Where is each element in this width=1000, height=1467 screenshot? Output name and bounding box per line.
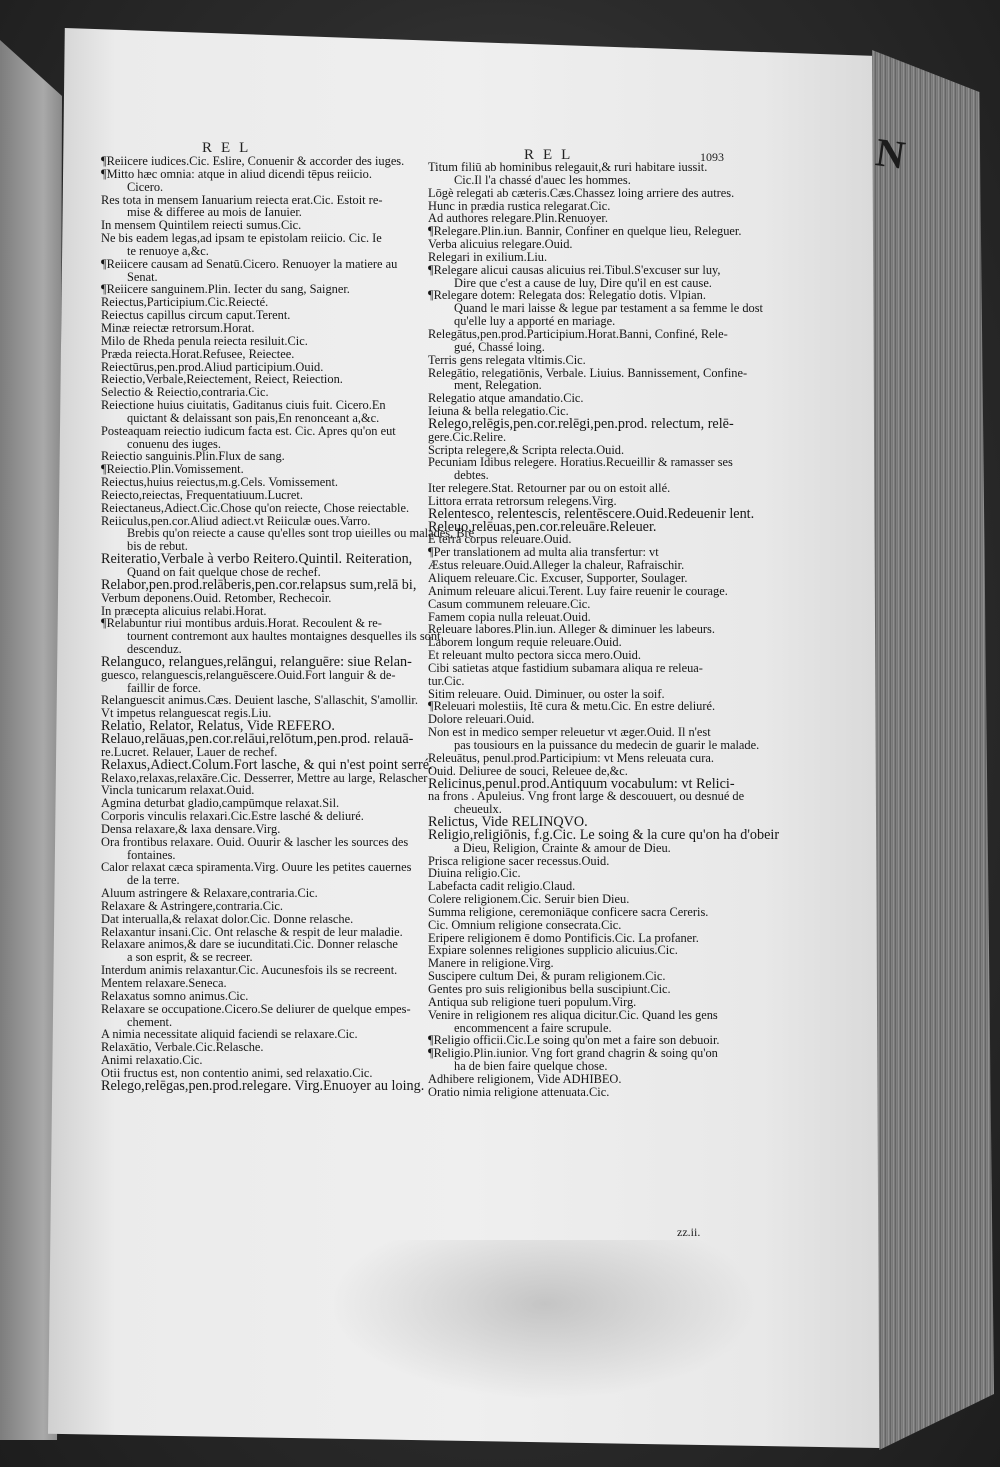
dictionary-line: Relaxatus somno animus.Cic.: [101, 988, 249, 1003]
dictionary-line: Relego,relēgis,pen.cor.relēgi,pen.prod. relectum, relē-: [428, 415, 734, 432]
dictionary-line: Reiectus capillus circum caput.Terent.: [101, 308, 291, 323]
dictionary-line: Mentem relaxare.Seneca.: [101, 976, 227, 990]
dictionary-line: Dolore releuari.Ouid.: [428, 712, 535, 727]
dictionary-line: Dire que c'est a cause de luy, Dire qu'il en est cause.: [454, 275, 712, 290]
dictionary-line: In mensem Quintilem reiecti sumus.Cic.: [101, 218, 302, 233]
dictionary-line: Dat interualla,& relaxat dolor.Cic. Donne relasche.: [101, 911, 354, 926]
dictionary-line: ¶Reiicere causam ad Senatū.Cicero. Renuoyer la matiere au: [101, 256, 398, 271]
dictionary-line: Gentes pro suis religionibus bella suscipiunt.Cic.: [428, 982, 671, 996]
dictionary-line: debtes.: [454, 468, 489, 483]
dictionary-line: ¶Reiicere sanguinem.Plin. Iecter du sang, Saigner.: [101, 282, 350, 297]
dictionary-line: Relanguescit animus.Cæs. Deuient lasche, S'allaschit, S'amollir.: [101, 693, 418, 708]
dictionary-line: Relegari in exilium.Liu.: [428, 249, 548, 264]
dictionary-line: Ora frontibus relaxare. Ouid. Ouurir & lascher les sources des: [101, 834, 409, 849]
dictionary-line: Reiectione huius ciuitatis, Gaditanus ciuis fuit. Cicero.En: [101, 398, 386, 413]
dictionary-line: Relaxantur insani.Cic. Ont relasche & respit de leur maladie.: [101, 924, 403, 939]
dictionary-line: Reiectus,huius reiectus,m.g.Cels. Vomissement.: [101, 475, 339, 490]
dictionary-line: Littora errata retrorsum relegens.Virg.: [428, 493, 617, 508]
dictionary-line: ¶Relabuntur riui montibus arduis.Horat. Recoulent & re-: [101, 616, 382, 631]
dictionary-line: ¶Relegare.Plin.iun. Bannir, Confiner en quelque lieu, Releguer.: [428, 224, 742, 239]
dictionary-line: tur.Cic.: [428, 673, 465, 688]
dictionary-line: Relauo,relāuas,pen.cor.relāui,relōtum,pen.prod. relauā-: [101, 730, 414, 747]
dictionary-line: Reiectus,Participium.Cic.Reiecté.: [101, 295, 269, 310]
dictionary-line: conuenu des iuges.: [127, 436, 221, 451]
dictionary-line: Non est in medico semper releuetur vt æger.Ouid. Il n'est: [428, 725, 711, 740]
dictionary-line: Releuo,relēuas,pen.cor.releuāre.Releuer.: [428, 518, 657, 535]
dictionary-line: Famem copia nulla releuat.Ouid.: [428, 609, 591, 624]
dictionary-line: Aluum astringere & Relaxare,contraria.Cic.: [101, 886, 318, 901]
dictionary-line: Posteaquam reiectio iudicum facta est. Cic. Apres qu'on eut: [101, 423, 396, 438]
dictionary-line: Relabor,pen.prod.relāberis,pen.cor.relapsus sum,relā bi,: [101, 576, 417, 593]
dictionary-line: Minæ reiectæ retrorsum.Horat.: [101, 320, 255, 335]
dictionary-line: Otii fructus est, non contentio animi, sed relaxatio.Cic.: [101, 1065, 373, 1080]
dictionary-line: quictant & delaissant son pais,En renonceant a,&c.: [127, 410, 380, 425]
dictionary-line: A nimia necessitate aliquid faciendi se relaxare.Cic.: [101, 1027, 358, 1042]
dictionary-line: Reiecto,reiectas, Frequentatiuum.Lucret.: [101, 487, 303, 502]
dictionary-line: Agmina deturbat gladio,campūmque relaxat.Sil.: [101, 796, 340, 811]
dictionary-line: Oratio nimia religione attenuata.Cic.: [428, 1084, 610, 1099]
dictionary-line: Eripere religionem ē domo Pontificis.Cic. La profaner.: [428, 930, 699, 945]
dictionary-line: bis de rebut.: [127, 539, 188, 554]
dictionary-line: Prisca religione sacer recessus.Ouid.: [428, 853, 610, 868]
dictionary-line: Quand le mari laisse & legue par testament a sa femme le dost: [454, 301, 763, 316]
dictionary-line: cheueulx.: [454, 802, 502, 817]
dictionary-line: Et releuant multo pectora sicca mero.Ouid.: [428, 648, 641, 663]
dictionary-line: Antiqua sub religione tueri populum.Virg.: [428, 994, 637, 1009]
dictionary-line: ¶Reiicere iudices.Cic. Eslire, Conuenir & accorder des iuges.: [101, 154, 405, 168]
dictionary-line: Manere in religione.Virg.: [428, 956, 554, 971]
dictionary-line: ha de bien faire quelque chose.: [454, 1059, 608, 1074]
page-number: 1093: [700, 150, 724, 164]
dictionary-line: Religio,religiōnis, f.g.Cic. Le soing & la cure qu'on ha d'obeir: [428, 826, 780, 843]
dictionary-line: Suscipere cultum Dei, & puram religionem.Cic.: [428, 969, 666, 984]
dictionary-line: gué, Chassé loing.: [454, 339, 545, 354]
dictionary-line: Cibi satietas atque fastidium subamara aliqua re releua-: [428, 660, 703, 675]
dictionary-line: Relegātio, relegatiōnis, Verbale. Liuius. Bannissement, Confine-: [428, 365, 748, 380]
running-head-left: REL: [202, 140, 258, 156]
dictionary-line: Relego,relēgas,pen.prod.relegare. Virg.Enuoyer au loing.: [101, 1077, 425, 1094]
dictionary-line: guesco, relanguescis,relanguēscere.Ouid.Fort languir & de-: [101, 667, 396, 682]
right-column: [428, 160, 780, 1099]
dictionary-line: faillir de force.: [127, 680, 201, 695]
dictionary-line: Res tota in mensem Ianuarium reiecta erat.Cic. Estoit re-: [101, 192, 383, 207]
dictionary-line: na frons . Apuleius. Vng front large & descouuert, ou desnué de: [428, 789, 745, 804]
dictionary-line: Pecuniam Idibus relegere. Horatius.Recueillir & ramasser ses: [428, 455, 733, 470]
dictionary-line: Relegātus,pen.prod.Participium.Horat.Banni, Confiné, Rele-: [428, 326, 728, 341]
dictionary-line: Ouid. Deliuree de souci, Releuee de,&c.: [428, 763, 628, 778]
dictionary-line: Vt impetus relanguescat regis.Liu.: [101, 706, 272, 721]
dictionary-line: Animum releuare alicui.Terent. Luy faire reuenir le courage.: [428, 583, 728, 598]
dictionary-line: Labefacta cadit religio.Claud.: [428, 879, 576, 894]
dictionary-line: Aliquem releuare.Cic. Excuser, Supporter, Soulager.: [428, 571, 688, 585]
page-block-edges: [872, 50, 994, 1450]
dictionary-line: fontaines.: [127, 847, 176, 862]
dictionary-line: In præcepta alicuius relabi.Horat.: [101, 603, 267, 618]
dictionary-line: Reiectūrus,pen.prod.Aliud participium.Ouid.: [101, 359, 324, 374]
dictionary-line: ¶Religio.Plin.iunior. Vng fort grand chagrin & soing qu'on: [428, 1046, 718, 1061]
dictionary-line: Relaxātio, Verbale.Cic.Relasche.: [101, 1040, 264, 1055]
dictionary-line: ¶Reiectio.Plin.Vomissement.: [101, 462, 244, 477]
dictionary-line: Vincla tunicarum relaxat.Ouid.: [101, 783, 255, 798]
running-head-right: REL: [524, 147, 580, 163]
dictionary-line: Relicinus,penul.prod.Antiquum vocabulum: vt Relici-: [428, 775, 735, 792]
dictionary-line: Verba alicuius relegare.Ouid.: [428, 237, 573, 252]
dictionary-line: Animi relaxatio.Cic.: [101, 1053, 203, 1068]
thumb-index-tab: N: [873, 129, 908, 178]
dictionary-line: Reiectaneus,Adiect.Cic.Chose qu'on reiecte, Chose reiectable.: [101, 500, 410, 515]
water-stain: [330, 1240, 760, 1400]
dictionary-line: encommencent a faire scrupule.: [454, 1020, 612, 1035]
dictionary-line: Relaxare animos,& dare se iucunditati.Cic. Donner relasche: [101, 937, 398, 952]
dictionary-line: Summa religione, ceremoniāque conficere sacra Cereris.: [428, 904, 709, 919]
dictionary-line: ¶Mitto hæc omnia: atque in aliud dicendi tēpus reiicio.: [101, 166, 372, 181]
dictionary-line: Venire in religionem res aliqua dicitur.Cic. Quand les gens: [428, 1007, 718, 1022]
dictionary-line: Releuātus, penul.prod.Participium: vt Mens releuata cura.: [428, 750, 714, 765]
dictionary-line: mise & differee au mois de Ianuier.: [127, 205, 302, 220]
dictionary-line: Relatio, Relator, Relatus, Vide REFERO.: [101, 718, 335, 735]
dictionary-line: E terra corpus releuare.Ouid.: [428, 532, 572, 547]
dictionary-line: Colere religionem.Cic. Seruir bien Dieu.: [428, 892, 630, 907]
dictionary-line: Titum filiū ab hominibus relegauit,& ruri habitare iussit.: [428, 160, 708, 174]
dictionary-line: Ieiuna & bella relegatio.Cic.: [428, 404, 569, 419]
dictionary-line: Casum communem releuare.Cic.: [428, 596, 591, 611]
dictionary-line: Interdum animis relaxantur.Cic. Aucunesfois ils se recreent.: [101, 963, 398, 978]
dictionary-line: Releuare labores.Plin.iun. Alleger & diminuer les labeurs.: [428, 622, 715, 637]
dictionary-line: Hunc in prædia rustica relegarat.Cic.: [428, 198, 611, 213]
dictionary-line: Laborem longum requie releuare.Ouid.: [428, 635, 622, 650]
dictionary-line: tournent contremont aux haultes montaignes desquelles ils sont: [127, 629, 441, 644]
dictionary-line: Reiteratio,Verbale à verbo Reitero.Quintil. Reiteration,: [101, 551, 413, 568]
dictionary-line: te renuoye a,&c.: [127, 243, 209, 258]
dictionary-line: Corporis vinculis relaxari.Cic.Estre lasché & deliuré.: [101, 809, 364, 824]
dictionary-line: Relaxo,relaxas,relaxāre.Cic. Desserrer, Mettre au large, Relascher: [101, 770, 428, 785]
dictionary-line: Densa relaxare,& laxa densare.Virg.: [101, 821, 281, 836]
dictionary-line: Verbum deponens.Ouid. Retomber, Rechecoir.: [101, 590, 332, 605]
dictionary-line: Æstus releuare.Ouid.Alleger la chaleur, Rafraischir.: [428, 558, 685, 573]
dictionary-line: Quand on fait quelque chose de rechef.: [127, 565, 321, 579]
dictionary-line: Milo de Rheda penula reiecta resiluit.Cic.: [101, 333, 308, 348]
dictionary-line: de la terre.: [127, 873, 180, 888]
dictionary-line: Senat.: [127, 269, 158, 284]
dictionary-line: Relictus, Vide RELINQVO.: [428, 814, 588, 831]
dictionary-line: Cicero.: [127, 179, 164, 194]
dictionary-line: ¶Per translationem ad multa alia transfertur: vt: [428, 545, 659, 560]
dictionary-line: Cic.Il l'a chassé d'auec les hommes.: [454, 172, 631, 187]
dictionary-line: Præda reiecta.Horat.Refusee, Reiectee.: [101, 346, 295, 361]
dictionary-line: Ne bis eadem legas,ad ipsam te epistolam reiicio. Cic. Ie: [101, 231, 382, 246]
dictionary-line: Reiectio,Verbale,Reiectement, Reiect, Reiection.: [101, 372, 343, 387]
dictionary-line: Brebis qu'on reiecte a cause qu'elles sont trop uieilles ou malades, Bre: [127, 526, 475, 541]
dictionary-line: Selectio & Reiectio,contraria.Cic.: [101, 385, 269, 400]
dictionary-line: qu'elle luy a apporté en mariage.: [454, 314, 616, 329]
dictionary-line: ment, Relegation.: [454, 378, 542, 393]
dictionary-line: Relegatio atque amandatio.Cic.: [428, 391, 584, 406]
dictionary-line: Iter relegere.Stat. Retourner par ou on estoit allé.: [428, 481, 671, 496]
dictionary-line: Reiectio sanguinis.Plin.Flux de sang.: [101, 449, 285, 464]
dictionary-line: Cic. Omnium religione consecrata.Cic.: [428, 917, 622, 932]
dictionary-line: Calor relaxat cæca spiramenta.Virg. Ouure les petites cauernes: [101, 860, 412, 875]
dictionary-line: Ad authores relegare.Plin.Renuoyer.: [428, 211, 608, 226]
dictionary-line: Adhibere religionem, Vide ADHIBEO.: [428, 1071, 622, 1086]
dictionary-line: ¶Religio officii.Cic.Le soing qu'on met a faire son debuoir.: [428, 1033, 720, 1048]
dictionary-line: re.Lucret. Relauer, Lauer de rechef.: [101, 744, 278, 759]
dictionary-line: Relaxare & Astringere,contraria.Cic.: [101, 898, 283, 913]
dictionary-line: a son esprit, & se recreer.: [127, 950, 253, 965]
dictionary-line: chement.: [127, 1014, 173, 1029]
dictionary-line: Sitim releuare. Ouid. Diminuer, ou oster la soif.: [428, 686, 665, 701]
dictionary-line: ¶Relegare alicui causas alicuius rei.Tibul.S'excuser sur luy,: [428, 262, 721, 277]
dictionary-line: Lōgè relegati ab cæteris.Cæs.Chassez loing arriere des autres.: [428, 185, 735, 200]
dictionary-line: Relaxare se occupatione.Cicero.Se deliurer de quelque empes-: [101, 1001, 411, 1016]
dictionary-line: pas tousiours en la puissance du medecin de guarir le malade.: [454, 737, 760, 752]
dictionary-line: Expiare solennes religiones supplicio alicuius.Cic.: [428, 943, 678, 958]
dictionary-line: descenduz.: [127, 642, 182, 657]
dictionary-line: Terris gens relegata vltimis.Cic.: [428, 352, 586, 367]
dictionary-line: ¶Relegare dotem: Relegata dos: Relegatio dotis. Vlpian.: [428, 288, 706, 303]
dictionary-line: a Dieu, Religion, Crainte & amour de Dieu.: [454, 840, 671, 855]
dictionary-line: Diuina religio.Cic.: [428, 866, 521, 881]
dictionary-line: Relanguco, relangues,relāngui, relanguēre: siue Relan-: [101, 653, 412, 670]
dictionary-line: ¶Releuari molestiis, Itē cura & metu.Cic. En estre deliuré.: [428, 699, 716, 714]
dictionary-line: Relaxus,Adiect.Colum.Fort lasche, & qui n'est point serré.: [101, 756, 433, 773]
signature-mark: zz.ii.: [677, 1225, 701, 1239]
dictionary-line: Scripta relegere,& Scripta relecta.Ouid.: [428, 442, 625, 457]
dictionary-line: Relentesco, relentescis, relentēscere.Ouid.Redeuenir lent.: [428, 505, 755, 522]
dictionary-line: gere.Cic.Relire.: [428, 429, 507, 444]
dictionary-line: Reiiculus,pen.cor.Aliud adiect.vt Reiiculæ oues.Varro.: [101, 513, 371, 528]
